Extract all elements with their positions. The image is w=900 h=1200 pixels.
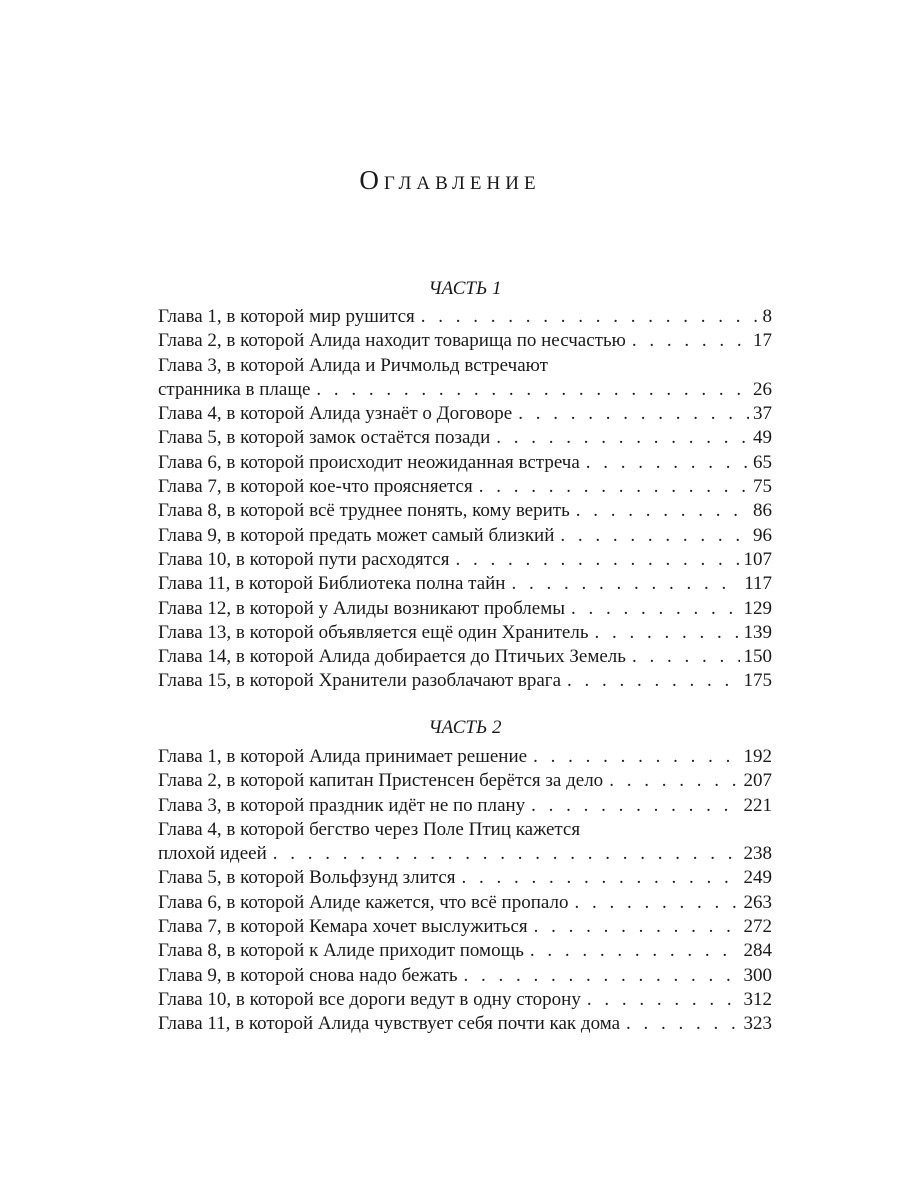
page-number: 192 (743, 746, 772, 767)
toc-entry (158, 988, 772, 1012)
dot-leader (587, 988, 740, 1012)
dot-leader (531, 794, 739, 818)
chapter-title-line: Глава 10, в которой пути расходятся (158, 548, 450, 570)
chapter-title-line: странника в плаще (158, 378, 311, 400)
toc-entry (158, 866, 772, 890)
page-title: Оглавление (359, 165, 541, 195)
toc-entry (158, 645, 772, 669)
page-number: 300 (743, 964, 772, 986)
chapter-title-line: Глава 12, в которой у Алиды возникают проблемы (158, 597, 566, 619)
chapter-title-line: Глава 3, в которой праздник идёт не по плану (158, 794, 526, 816)
dot-leader (511, 572, 740, 596)
page-number: 96 (753, 524, 772, 546)
dot-leader (316, 378, 749, 402)
chapter-title-line: плохой идеей (158, 843, 267, 865)
dot-leader (518, 402, 749, 426)
page-number: 75 (753, 476, 772, 498)
toc-entry (158, 524, 772, 548)
page-number: 117 (744, 573, 772, 595)
chapter-title-line: Глава 1, в которой мир рушится (158, 306, 415, 327)
dot-leader (626, 1012, 739, 1036)
toc-entries (158, 745, 772, 1037)
chapter-title-line: Глава 9, в которой снова надо бежать (158, 964, 458, 986)
toc-entry (158, 402, 772, 426)
toc-entry (158, 669, 772, 693)
chapter-title-line: Глава 3, в которой Алида и Ричмольд встречают (158, 354, 548, 376)
chapter-title-line: Глава 8, в которой к Алиде приходит помощь (158, 940, 524, 962)
page-number: 107 (743, 548, 772, 570)
page-number: 129 (743, 597, 772, 619)
page-number: 8 (762, 306, 772, 327)
dot-leader (479, 475, 749, 499)
chapter-title-line: Глава 11, в которой Алида чувствует себя почти как дома (158, 1013, 621, 1035)
dot-leader (632, 329, 749, 353)
page-number: 221 (743, 794, 772, 816)
toc-entry (158, 354, 772, 403)
dot-leader (533, 745, 739, 769)
part-heading: ЧАСТЬ 1 (428, 278, 502, 299)
page-number: 238 (743, 843, 772, 865)
chapter-title-line: Глава 4, в которой Алида узнаёт о Договоре (158, 403, 513, 425)
chapter-title-line: Глава 10, в которой все дороги ведут в одну сторону (158, 988, 581, 1010)
toc-entry (158, 451, 772, 475)
toc-entry (158, 915, 772, 939)
chapter-title-line: Глава 14, в которой Алида добирается до Птичьих Земель (158, 646, 626, 668)
chapter-title-line: Глава 2, в которой капитан Пристенсен берётся за дело (158, 770, 604, 792)
toc-entry (158, 939, 772, 963)
dot-leader (560, 524, 749, 548)
chapter-title-line: Глава 2, в которой Алида находит товарища по несчастью (158, 330, 626, 352)
page-number: 312 (743, 988, 772, 1010)
page-number: 207 (743, 770, 772, 792)
dot-leader (632, 645, 740, 669)
chapter-title-line: Глава 11, в которой Библиотека полна тайн (158, 573, 506, 595)
dot-leader (421, 305, 759, 329)
chapter-title-line: Глава 15, в которой Хранители разоблачают врага (158, 670, 561, 692)
page-number: 86 (753, 500, 772, 522)
toc-entry (158, 1012, 772, 1036)
page-number: 65 (753, 451, 772, 473)
toc-entry (158, 329, 772, 353)
chapter-title-line: Глава 5, в которой замок остаётся позади (158, 427, 491, 449)
dot-leader (496, 426, 749, 450)
toc-entry (158, 964, 772, 988)
toc-entry (158, 548, 772, 572)
page-number: 323 (743, 1013, 772, 1035)
chapter-title-line: Глава 6, в которой происходит неожиданная встреча (158, 451, 580, 473)
page-number: 249 (743, 867, 772, 889)
page-number: 37 (753, 403, 772, 425)
chapter-title-line: Глава 4, в которой бегство через Поле Птиц кажется (158, 818, 581, 840)
page-number: 263 (743, 891, 772, 913)
dot-leader (462, 866, 740, 890)
dot-leader (455, 548, 739, 572)
toc-entry (158, 794, 772, 818)
chapter-title-line: Глава 8, в которой всё труднее понять, кому верить (158, 500, 570, 522)
toc-entry (158, 621, 772, 645)
dot-leader (567, 669, 740, 693)
chapter-title-line: Глава 9, в которой предать может самый близкий (158, 524, 555, 546)
toc-entry (158, 305, 772, 329)
page-number: 139 (743, 621, 772, 643)
toc-part-2 (158, 716, 772, 1037)
chapter-title-line: Глава 7, в которой Кемара хочет выслужиться (158, 916, 528, 938)
page-number: 17 (753, 330, 772, 352)
page-number: 26 (753, 378, 772, 400)
toc-entry (158, 475, 772, 499)
chapter-title-line: Глава 1, в которой Алида принимает решение (158, 746, 528, 767)
dot-leader (609, 769, 739, 793)
toc-entry (158, 572, 772, 596)
toc-entry (158, 818, 772, 867)
toc-entry (158, 426, 772, 450)
dot-leader (586, 451, 749, 475)
page-number: 175 (743, 670, 772, 692)
dot-leader (534, 915, 740, 939)
page-number: 49 (753, 427, 772, 449)
part-heading: ЧАСТЬ 2 (428, 717, 502, 738)
dot-leader (595, 621, 740, 645)
page-number: 284 (743, 940, 772, 962)
dot-leader (571, 597, 739, 621)
chapter-title-line: Глава 6, в которой Алиде кажется, что всё пропало (158, 891, 569, 913)
page-number: 150 (743, 646, 772, 668)
page-number: 272 (743, 916, 772, 938)
dot-leader (530, 939, 740, 963)
dot-leader (574, 891, 739, 915)
dot-leader (273, 842, 740, 866)
dot-leader (576, 499, 749, 523)
chapter-title-line: Глава 5, в которой Вольфзунд злится (158, 867, 456, 889)
toc-part-1 (158, 277, 772, 694)
toc-entry (158, 499, 772, 523)
dot-leader (464, 964, 740, 988)
chapter-title-line: Глава 13, в которой объявляется ещё один Хранитель (158, 621, 589, 643)
toc-entry (158, 891, 772, 915)
toc-entry (158, 597, 772, 621)
toc-entry (158, 769, 772, 793)
toc-entry (158, 745, 772, 769)
chapter-title-line: Глава 7, в которой кое-что проясняется (158, 476, 473, 498)
toc-entries (158, 305, 772, 694)
